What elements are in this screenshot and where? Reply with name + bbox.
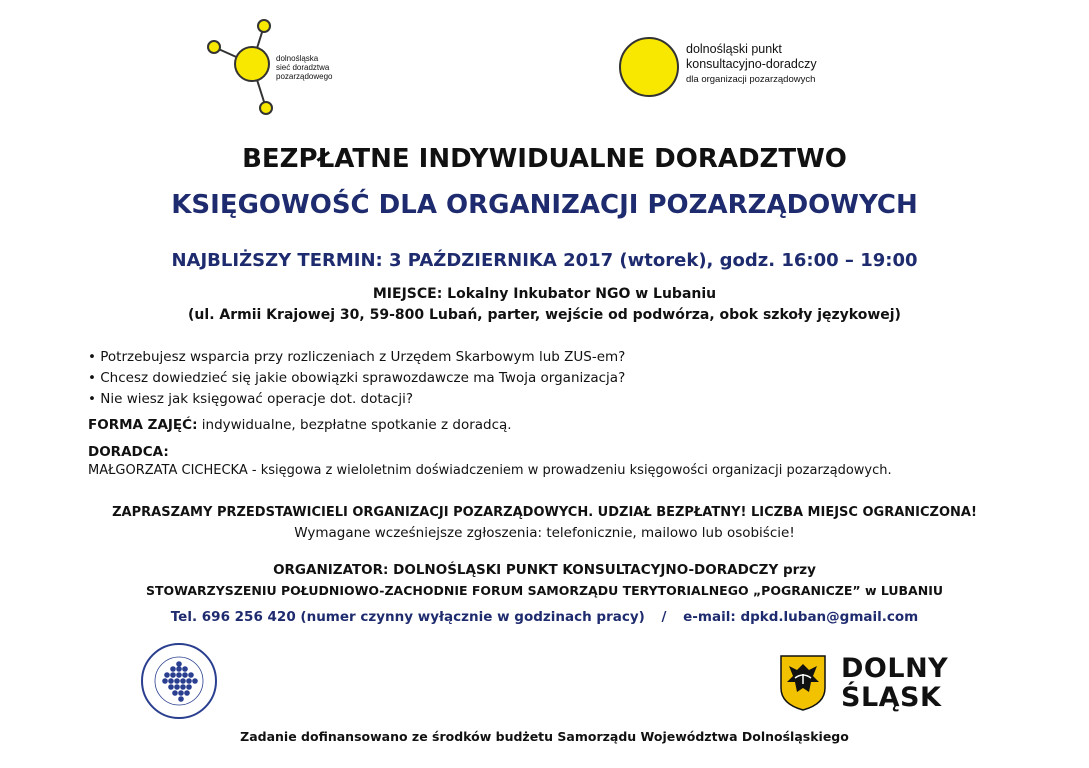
forma-text: indywidualne, bezpłatne spotkanie z doradcą. — [197, 417, 512, 433]
dolny-slask-logo — [779, 654, 959, 714]
logo-left-line3: pozarządowego — [276, 72, 333, 81]
logo-dolnoslaska-siec — [200, 14, 350, 124]
logo-right-line3: dla organizacji pozarządowych — [686, 74, 816, 85]
footer-text: Zadanie dofinansowano ze środków budżetu Samorządu Województwa Dolnośląskiego — [240, 729, 849, 744]
contact-line — [0, 607, 1089, 627]
dolny-slask-line2: ŚLĄSK — [841, 682, 942, 713]
forma-label: FORMA ZAJĘĆ: — [88, 417, 198, 433]
bullet-item: • Chcesz dowiedzieć się jakie obowiązki sprawozdawcze ma Twoja organizacja? — [88, 370, 626, 386]
main-subtitle: KSIĘGOWOŚĆ DLA ORGANIZACJI POZARZĄDOWYCH — [171, 190, 918, 220]
place-line1: MIEJSCE: Lokalny Inkubator NGO w Lubaniu — [372, 286, 717, 302]
invite-line1: ZAPRASZAMY PRZEDSTAWICIELI ORGANIZACJI POZARZĄDOWYCH. UDZIAŁ BEZPŁATNY! LICZBA MIEJSC OGRANICZONA! — [112, 505, 977, 520]
logo-left-line1: dolnośląska — [276, 54, 319, 63]
logo-dolnoslaski-punkt — [618, 36, 878, 100]
federation-logo — [140, 642, 218, 720]
doradca-label: DORADCA: — [88, 444, 169, 460]
forma-line — [88, 416, 512, 434]
bullet-item: • Potrzebujesz wsparcia przy rozliczeniach z Urzędem Skarbowym lub ZUS-em? — [88, 349, 626, 365]
federation-seal-icon — [140, 642, 218, 720]
logo-left-line2: sieć doradztwa — [276, 63, 330, 72]
yellow-circle-icon — [618, 36, 682, 100]
bullet-item: • Nie wiesz jak księgować operacje dot. dotacji? — [88, 391, 414, 407]
logo-right-line2: konsultacyjno-doradczy — [686, 57, 817, 71]
doradca-text: MAŁGORZATA CICHECKA - księgowa z wieloletnim doświadczeniem w prowadzeniu księgowości organizacji pozarządowych. — [88, 463, 892, 478]
logo-right-line1: dolnośląski punkt — [686, 42, 782, 56]
organizer-line2: STOWARZYSZENIU POŁUDNIOWO-ZACHODNIE FORUM SAMORZĄDU TERYTORIALNEGO „POGRANICZE” w LUBANIU — [146, 583, 943, 598]
contact-phone: Tel. 696 256 420 (numer czynny wyłącznie w godzinach pracy) — [170, 609, 645, 625]
main-title: BEZPŁATNE INDYWIDUALNE DORADZTWO — [242, 144, 847, 174]
place-line2: (ul. Armii Krajowej 30, 59-800 Lubań, parter, wejście od podwórza, obok szkoły językowej) — [188, 307, 901, 323]
coat-of-arms-icon — [779, 654, 827, 712]
organizer-line1: ORGANIZATOR: DOLNOŚLĄSKI PUNKT KONSULTACYJNO-DORADCZY przy — [273, 562, 816, 578]
invite-line2: Wymagane wcześniejsze zgłoszenia: telefonicznie, mailowo lub osobiście! — [294, 525, 795, 541]
contact-separator: / — [661, 609, 667, 625]
contact-email[interactable]: e-mail: dpkd.luban@gmail.com — [683, 609, 919, 625]
dolny-slask-line1: DOLNY — [841, 653, 949, 684]
date-line: NAJBLIŻSZY TERMIN: 3 PAŹDZIERNIKA 2017 (wtorek), godz. 16:00 – 19:00 — [171, 250, 918, 271]
